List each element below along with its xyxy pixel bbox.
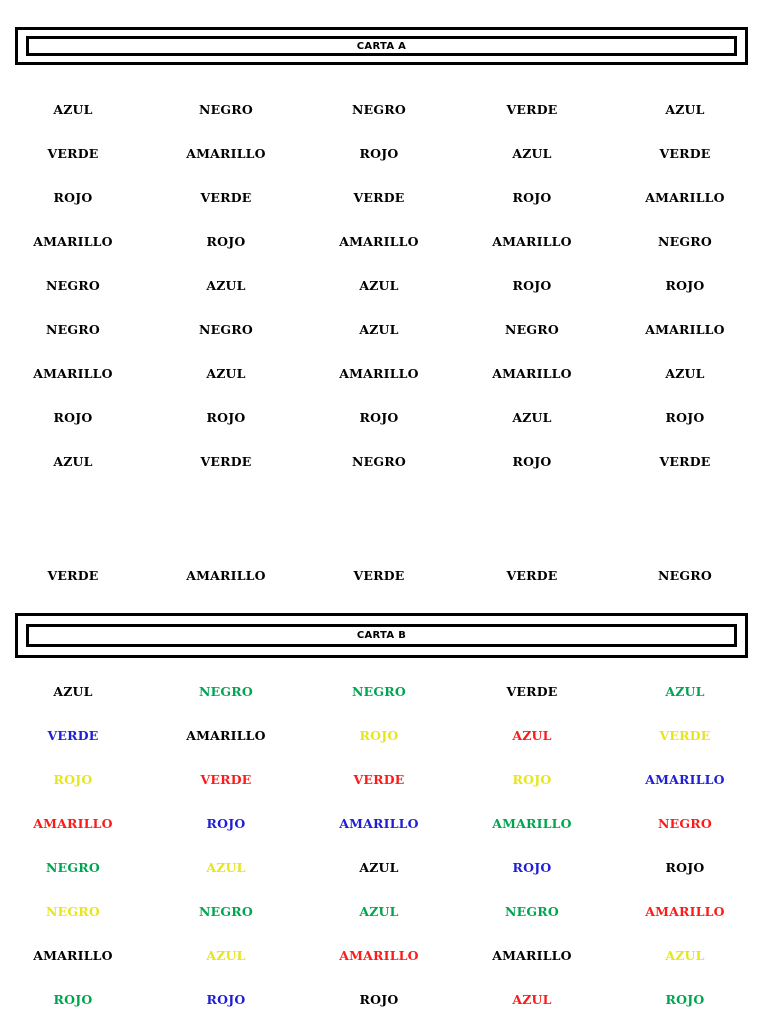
carta-a-row [0,188,768,208]
carta-b-word: AMARILLO [186,728,266,743]
carta-b-word: AMARILLO [339,948,419,963]
carta-a-word: ROJO [665,278,705,293]
carta-b-row [0,946,768,966]
carta-a-row [0,320,768,340]
carta-b-row [0,726,768,746]
carta-b-word: ROJO [206,992,246,1007]
carta-b-word: ROJO [512,772,552,787]
carta-a-word: ROJO [53,190,93,205]
carta-a-word: VERDE [353,190,405,205]
carta-b-row [0,814,768,834]
carta-a-word: AZUL [206,278,246,293]
carta-a-word: NEGRO [199,322,253,337]
carta-a-word: ROJO [53,410,93,425]
carta-b-word: AZUL [665,948,705,963]
carta-a-row [0,566,768,586]
carta-a-word: AMARILLO [33,366,113,381]
carta-a-word: NEGRO [505,322,559,337]
carta-b-word: AZUL [512,992,552,1007]
carta-b-word: VERDE [200,772,252,787]
carta-a-word: ROJO [206,234,246,249]
carta-b-row [0,902,768,922]
carta-a-word: NEGRO [352,454,406,469]
carta-b-title: CARTA B [356,630,407,641]
carta-a-word: VERDE [353,568,405,583]
carta-b-word: VERDE [47,728,99,743]
carta-b-word: ROJO [206,816,246,831]
carta-b-word: NEGRO [352,684,406,699]
carta-a-title: CARTA A [356,40,407,52]
carta-a-word: VERDE [659,454,711,469]
carta-b-word: NEGRO [46,860,100,875]
carta-a-word: ROJO [512,278,552,293]
carta-a-banner [15,27,748,65]
carta-a-row [0,144,768,164]
carta-a-word: NEGRO [658,234,712,249]
carta-a-word: ROJO [512,454,552,469]
carta-a-word: AMARILLO [339,366,419,381]
carta-b-word: AMARILLO [492,948,572,963]
carta-b-word: NEGRO [505,904,559,919]
carta-b-word: AZUL [359,904,399,919]
carta-a-word: AMARILLO [492,234,572,249]
carta-b-word: AMARILLO [33,816,113,831]
carta-a-word: NEGRO [199,102,253,117]
carta-b-word: AMARILLO [645,772,725,787]
carta-b-word: AMARILLO [33,948,113,963]
carta-a-word: AMARILLO [186,568,266,583]
carta-a-word: AMARILLO [339,234,419,249]
carta-b-word: NEGRO [199,684,253,699]
carta-b-word: AMARILLO [645,904,725,919]
carta-a-row [0,408,768,428]
carta-b-word: ROJO [665,860,705,875]
carta-a-word: ROJO [359,410,399,425]
carta-b-word: VERDE [659,728,711,743]
carta-a-row [0,452,768,472]
carta-a-word: AZUL [512,146,552,161]
carta-b-banner-inner [26,624,737,647]
carta-b-word: ROJO [53,772,93,787]
carta-a-word: VERDE [659,146,711,161]
carta-a-banner-inner [26,36,737,56]
carta-a-word: AZUL [359,278,399,293]
carta-a-row [0,364,768,384]
carta-a-word: VERDE [506,568,558,583]
carta-b-word: ROJO [53,992,93,1007]
carta-b-row [0,770,768,790]
carta-a-word: AZUL [512,410,552,425]
carta-b-word: AMARILLO [492,816,572,831]
carta-b-word: AZUL [206,860,246,875]
carta-b-word: NEGRO [46,904,100,919]
carta-b-row [0,682,768,702]
carta-b-word: AZUL [665,684,705,699]
carta-a-word: NEGRO [658,568,712,583]
carta-b-row [0,990,768,1010]
carta-a-word: AZUL [206,366,246,381]
carta-a-word: NEGRO [46,322,100,337]
carta-b-banner [15,613,748,658]
carta-b-word: AZUL [359,860,399,875]
carta-b-word: ROJO [359,728,399,743]
carta-b-word: ROJO [665,992,705,1007]
carta-b-word: AZUL [512,728,552,743]
carta-a-word: VERDE [200,454,252,469]
carta-b-row [0,858,768,878]
carta-a-word: VERDE [200,190,252,205]
carta-a-word: VERDE [47,568,99,583]
carta-a-word: AMARILLO [186,146,266,161]
carta-a-word: AZUL [665,366,705,381]
carta-b-word: ROJO [512,860,552,875]
carta-b-word: NEGRO [658,816,712,831]
carta-a-row [0,276,768,296]
carta-a-word: AZUL [53,102,93,117]
carta-b-word: VERDE [353,772,405,787]
carta-a-word: VERDE [506,102,558,117]
carta-a-word: NEGRO [46,278,100,293]
carta-a-word: AZUL [359,322,399,337]
carta-a-word: ROJO [359,146,399,161]
carta-a-word: VERDE [47,146,99,161]
carta-b-word: ROJO [359,992,399,1007]
carta-a-word: ROJO [206,410,246,425]
carta-a-word: AMARILLO [645,322,725,337]
carta-a-row [0,100,768,120]
carta-a-row [0,232,768,252]
carta-b-word: VERDE [506,684,558,699]
carta-a-word: AZUL [53,454,93,469]
carta-a-word: AMARILLO [33,234,113,249]
carta-b-word: AMARILLO [339,816,419,831]
carta-b-word: AZUL [53,684,93,699]
carta-a-word: AMARILLO [492,366,572,381]
carta-a-word: AZUL [665,102,705,117]
carta-a-word: AMARILLO [645,190,725,205]
carta-a-word: ROJO [512,190,552,205]
carta-b-word: AZUL [206,948,246,963]
carta-b-word: NEGRO [199,904,253,919]
carta-a-word: ROJO [665,410,705,425]
carta-a-word: NEGRO [352,102,406,117]
